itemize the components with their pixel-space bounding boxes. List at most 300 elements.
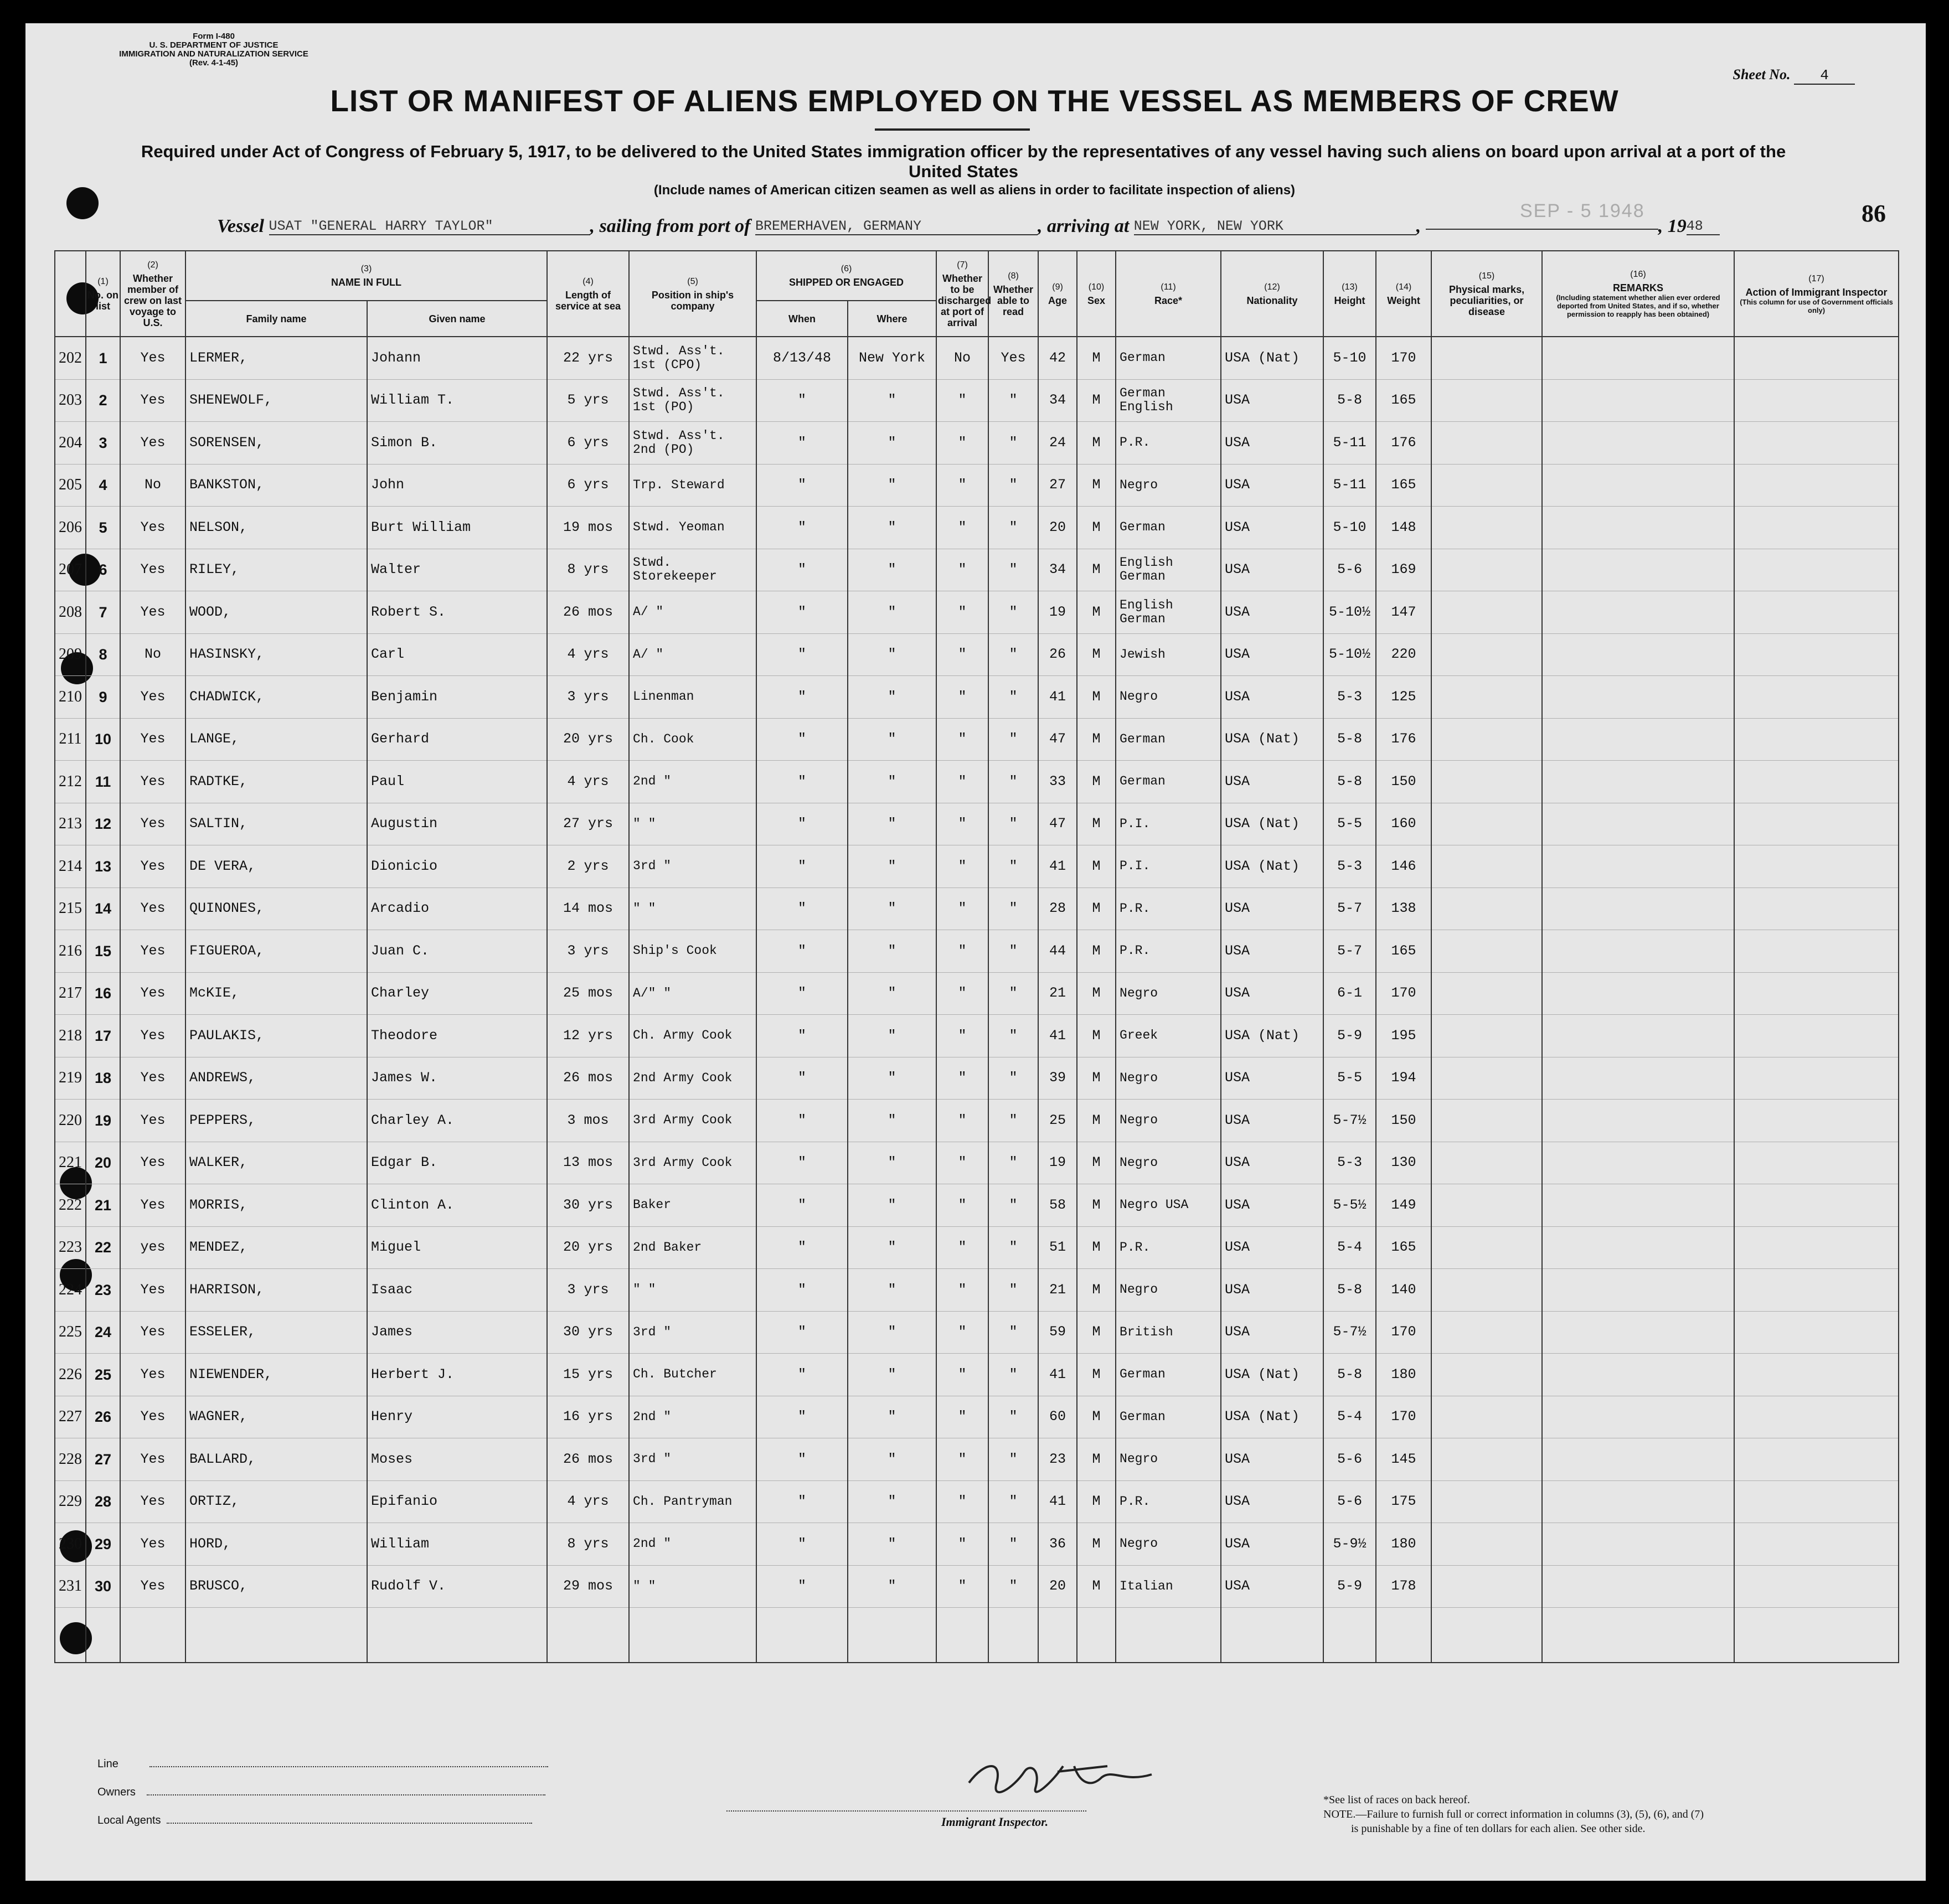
family-name-cell: PEPPERS, [185,1100,367,1142]
able-to-read-cell: " [988,803,1038,845]
list-number-cell: 24 [86,1311,120,1354]
last-voyage-cell: Yes [120,379,185,422]
sex-cell: M [1077,1354,1116,1396]
shipped-where-header: Where [848,301,936,337]
physical-marks-cell [1431,1142,1542,1184]
inspector-action-cell [1734,1523,1899,1566]
nationality-cell: USA [1221,972,1323,1015]
col17-header: (17) Action of Immigrant Inspector (This column for use of Government officials only) [1734,251,1899,337]
position-cell: 3rd " [629,1311,756,1354]
title-rule [875,128,1030,131]
weight-cell: 194 [1376,1057,1431,1100]
line-number-cell: 214 [55,845,86,888]
nationality-cell: USA [1221,422,1323,465]
last-voyage-cell: Yes [120,507,185,549]
line-number-cell: 203 [55,379,86,422]
discharged-cell: " [936,930,988,973]
able-to-read-cell: " [988,1438,1038,1481]
sex-cell: M [1077,1226,1116,1269]
shipped-where-cell: " [848,718,936,761]
nationality-cell: USA (Nat) [1221,337,1323,379]
able-to-read-cell: Yes [988,337,1038,379]
weight-cell: 148 [1376,507,1431,549]
physical-marks-cell [1431,1184,1542,1227]
nationality-cell: USA [1221,1057,1323,1100]
shipped-where-cell: " [848,1396,936,1438]
table-row [55,633,1899,676]
service-length-cell: 3 yrs [547,930,629,973]
given-name-cell: Simon B. [367,422,547,465]
nationality-cell: USA [1221,1523,1323,1566]
year-value: 48 [1687,218,1720,235]
list-number-cell: 11 [86,761,120,803]
service-length-cell: 3 yrs [547,676,629,719]
inspector-action-cell [1734,1438,1899,1481]
blank-cell [367,1608,547,1663]
blank-cell [86,1608,120,1663]
nationality-cell: USA [1221,761,1323,803]
age-cell: 21 [1038,972,1077,1015]
race-cell: German [1116,507,1221,549]
blank-cell [185,1608,367,1663]
remarks-cell [1542,930,1734,973]
blank-cell [1323,1608,1376,1663]
discharged-cell: " [936,1311,988,1354]
nationality-cell: USA [1221,1565,1323,1608]
shipped-where-cell: " [848,1226,936,1269]
height-cell: 5-8 [1323,1354,1376,1396]
shipped-when-cell: " [756,1269,848,1312]
vessel-name: USAT "GENERAL HARRY TAYLOR" [269,218,590,235]
sex-cell: M [1077,337,1116,379]
race-cell: Negro [1116,1523,1221,1566]
age-cell: 59 [1038,1311,1077,1354]
age-cell: 34 [1038,379,1077,422]
nationality-cell: USA [1221,887,1323,930]
line-number-cell: 223 [55,1226,86,1269]
inspector-action-cell [1734,464,1899,507]
height-cell: 5-10½ [1323,591,1376,634]
family-name-cell: WAGNER, [185,1396,367,1438]
family-name-cell: RILEY, [185,549,367,591]
able-to-read-cell: " [988,1057,1038,1100]
position-cell: 3rd Army Cook [629,1142,756,1184]
position-cell: Ship's Cook [629,930,756,973]
height-cell: 5-8 [1323,1269,1376,1312]
position-cell: Ch. Pantryman [629,1480,756,1523]
race-cell: P.I. [1116,803,1221,845]
remarks-cell [1542,549,1734,591]
shipped-when-cell: " [756,1523,848,1566]
table-row [55,1142,1899,1184]
position-cell: 3rd " [629,1438,756,1481]
physical-marks-cell [1431,1523,1542,1566]
able-to-read-cell: " [988,549,1038,591]
nationality-cell: USA [1221,507,1323,549]
height-cell: 5-4 [1323,1226,1376,1269]
inspector-action-cell [1734,1396,1899,1438]
nationality-cell: USA [1221,591,1323,634]
last-voyage-cell: Yes [120,1015,185,1057]
shipped-when-cell: " [756,633,848,676]
height-cell: 5-4 [1323,1396,1376,1438]
inspector-action-cell [1734,633,1899,676]
physical-marks-cell [1431,1057,1542,1100]
nationality-cell: USA (Nat) [1221,803,1323,845]
table-row [55,549,1899,591]
blank-cell [1038,1608,1077,1663]
age-cell: 26 [1038,633,1077,676]
family-name-cell: McKIE, [185,972,367,1015]
position-cell: Ch. Army Cook [629,1015,756,1057]
able-to-read-cell: " [988,379,1038,422]
physical-marks-cell [1431,379,1542,422]
col12-header: (12) Nationality [1221,251,1323,337]
inspector-label: Immigrant Inspector. [941,1815,1049,1829]
race-cell: Greek [1116,1015,1221,1057]
race-cell: Italian [1116,1565,1221,1608]
sex-cell: M [1077,972,1116,1015]
list-number-cell: 12 [86,803,120,845]
page-title: LIST OR MANIFEST OF ALIENS EMPLOYED ON THE VESSEL AS MEMBERS OF CREW [330,84,1619,118]
physical-marks-cell [1431,507,1542,549]
able-to-read-cell: " [988,464,1038,507]
weight-cell: 165 [1376,379,1431,422]
date-blank [1426,229,1658,230]
service-length-cell: 8 yrs [547,549,629,591]
height-cell: 5-8 [1323,379,1376,422]
line-label: Line [97,1758,118,1770]
age-cell: 41 [1038,1480,1077,1523]
line-number-cell: 205 [55,464,86,507]
sex-cell: M [1077,422,1116,465]
family-name-cell: NELSON, [185,507,367,549]
service-length-cell: 22 yrs [547,337,629,379]
weight-cell: 180 [1376,1523,1431,1566]
age-cell: 41 [1038,1015,1077,1057]
shipped-where-cell: New York [848,337,936,379]
able-to-read-cell: " [988,887,1038,930]
list-number-cell: 17 [86,1015,120,1057]
line-number-cell: 219 [55,1057,86,1100]
able-to-read-cell: " [988,633,1038,676]
blank-cell [1077,1608,1116,1663]
physical-marks-cell [1431,1226,1542,1269]
height-cell: 5-3 [1323,1142,1376,1184]
position-cell: Ch. Butcher [629,1354,756,1396]
table-row [55,337,1899,379]
inspector-action-cell [1734,1480,1899,1523]
able-to-read-cell: " [988,422,1038,465]
physical-marks-cell [1431,591,1542,634]
col4-header: (4) Length of service at sea [547,251,629,337]
family-name-cell: WALKER, [185,1142,367,1184]
list-number-cell: 23 [86,1269,120,1312]
last-voyage-cell: Yes [120,1523,185,1566]
height-cell: 5-9 [1323,1015,1376,1057]
line-number-cell: 209 [55,633,86,676]
inspector-action-cell [1734,718,1899,761]
col16-header: (16) REMARKS (Including statement whether alien ever ordered deported from United States, and if so, whether permission to reapply has been obtained) [1542,251,1734,337]
line-number-cell: 227 [55,1396,86,1438]
discharged-cell: " [936,1354,988,1396]
footer-agents [97,1814,532,1827]
race-cell: English German [1116,549,1221,591]
remarks-cell [1542,1438,1734,1481]
list-number-cell: 2 [86,379,120,422]
able-to-read-cell: " [988,1184,1038,1227]
last-voyage-cell: No [120,633,185,676]
last-voyage-cell: Yes [120,1438,185,1481]
blank-cell [629,1608,756,1663]
shipped-where-cell: " [848,1523,936,1566]
shipped-when-cell: " [756,1184,848,1227]
nationality-cell: USA [1221,464,1323,507]
inspector-action-cell [1734,1057,1899,1100]
height-cell: 5-11 [1323,464,1376,507]
list-number-cell: 3 [86,422,120,465]
line-number-cell: 221 [55,1142,86,1184]
given-name-cell: Miguel [367,1226,547,1269]
race-cell: Negro [1116,676,1221,719]
line-number-cell: 208 [55,591,86,634]
table-row [55,1269,1899,1312]
weight-cell: 180 [1376,1354,1431,1396]
last-voyage-cell: Yes [120,1311,185,1354]
sex-cell: M [1077,1142,1116,1184]
inspector-action-cell [1734,379,1899,422]
weight-cell: 165 [1376,464,1431,507]
sex-cell: M [1077,718,1116,761]
family-name-cell: ANDREWS, [185,1057,367,1100]
age-cell: 20 [1038,507,1077,549]
sex-cell: M [1077,549,1116,591]
height-cell: 5-10 [1323,337,1376,379]
height-cell: 5-6 [1323,1438,1376,1481]
discharged-cell: " [936,676,988,719]
inspector-line [726,1810,1086,1812]
last-voyage-cell: Yes [120,676,185,719]
footnote-penalty-cont: is punishable by a fine of ten dollars for each alien. See other side. [1351,1823,1646,1835]
last-voyage-cell: Yes [120,972,185,1015]
weight-cell: 160 [1376,803,1431,845]
discharged-cell: " [936,1184,988,1227]
table-row [55,845,1899,888]
page-subtitle: Required under Act of Congress of February 5, 1917, to be delivered to the United States immigration officer by the representatives of any vessel having such aliens on board upon arrival at a port of the United States [141,142,1786,181]
physical-marks-cell [1431,1311,1542,1354]
page-number: 86 [1862,200,1886,227]
family-name-cell: QUINONES, [185,887,367,930]
table-row [55,718,1899,761]
family-name-cell: SHENEWOLF, [185,379,367,422]
weight-cell: 147 [1376,591,1431,634]
service-name: IMMIGRATION AND NATURALIZATION SERVICE [119,49,308,59]
vessel-label: Vessel [217,216,264,236]
shipped-where-cell: " [848,1100,936,1142]
last-voyage-cell: Yes [120,1184,185,1227]
departure-port: BREMERHAVEN, GERMANY [755,218,1038,235]
able-to-read-cell: " [988,1396,1038,1438]
able-to-read-cell: " [988,1354,1038,1396]
age-cell: 21 [1038,1269,1077,1312]
able-to-read-cell: " [988,1100,1038,1142]
inspector-action-cell [1734,761,1899,803]
discharged-cell: " [936,549,988,591]
age-cell: 41 [1038,845,1077,888]
weight-cell: 170 [1376,972,1431,1015]
line-number-cell: 210 [55,676,86,719]
able-to-read-cell: " [988,1523,1038,1566]
nationality-cell: USA (Nat) [1221,1396,1323,1438]
last-voyage-cell: Yes [120,549,185,591]
remarks-cell [1542,1523,1734,1566]
height-cell: 5-3 [1323,676,1376,719]
position-cell: 2nd " [629,761,756,803]
sex-cell: M [1077,803,1116,845]
age-cell: 58 [1038,1184,1077,1227]
position-cell: Trp. Steward [629,464,756,507]
service-length-cell: 4 yrs [547,633,629,676]
shipped-when-cell: " [756,1396,848,1438]
shipped-where-cell: " [848,464,936,507]
col7-header: (7) Whether to be discharged at port of arrival [936,251,988,337]
sex-cell: M [1077,633,1116,676]
able-to-read-cell: " [988,930,1038,973]
physical-marks-cell [1431,718,1542,761]
blank-cell [1734,1608,1899,1663]
shipped-when-cell: " [756,1057,848,1100]
inspector-action-cell [1734,930,1899,973]
table-row [55,972,1899,1015]
service-length-cell: 16 yrs [547,1396,629,1438]
given-name-cell: Charley [367,972,547,1015]
agents-label: Local Agents [97,1814,161,1826]
service-length-cell: 20 yrs [547,1226,629,1269]
remarks-cell [1542,1396,1734,1438]
service-length-cell: 20 yrs [547,718,629,761]
inspector-action-cell [1734,1184,1899,1227]
service-length-cell: 30 yrs [547,1311,629,1354]
inspector-action-cell [1734,1015,1899,1057]
race-cell: Negro USA [1116,1184,1221,1227]
table-row [55,761,1899,803]
race-cell: P.R. [1116,887,1221,930]
sex-cell: M [1077,1015,1116,1057]
shipped-where-cell: " [848,1269,936,1312]
discharged-cell: " [936,1480,988,1523]
inspector-action-cell [1734,887,1899,930]
remarks-cell [1542,761,1734,803]
physical-marks-cell [1431,930,1542,973]
col2-header: (2) Whether member of crew on last voyage to U.S. [120,251,185,337]
discharged-cell: " [936,887,988,930]
remarks-cell [1542,337,1734,379]
date-stamp: SEP - 5 1948 [1520,200,1645,221]
family-name-cell: SORENSEN, [185,422,367,465]
blank-cell [120,1608,185,1663]
table-row [55,930,1899,973]
shipped-when-cell: " [756,1565,848,1608]
position-cell: Stwd. Yeoman [629,507,756,549]
given-name-cell: Walter [367,549,547,591]
last-voyage-cell: Yes [120,761,185,803]
given-name-cell: Theodore [367,1015,547,1057]
physical-marks-cell [1431,1269,1542,1312]
remarks-cell [1542,718,1734,761]
sex-cell: M [1077,1565,1116,1608]
table-row [55,1226,1899,1269]
arrival-port: NEW YORK, NEW YORK [1134,218,1416,235]
race-cell: P.R. [1116,1480,1221,1523]
remarks-cell [1542,1226,1734,1269]
remarks-cell [1542,1480,1734,1523]
col11-header: (11) Race* [1116,251,1221,337]
list-number-cell: 22 [86,1226,120,1269]
line-number-cell: 231 [55,1565,86,1608]
blank-cell [55,1608,86,1663]
physical-marks-cell [1431,1396,1542,1438]
weight-cell: 170 [1376,1311,1431,1354]
line-number-cell: 207 [55,549,86,591]
inspector-action-cell [1734,1565,1899,1608]
table-row [55,1184,1899,1227]
nationality-cell: USA [1221,549,1323,591]
form-number: Form I-480 [193,32,235,41]
position-cell: 3rd Army Cook [629,1100,756,1142]
height-cell: 5-10 [1323,507,1376,549]
sex-cell: M [1077,507,1116,549]
family-name-cell: HARRISON, [185,1269,367,1312]
shipped-when-cell: " [756,887,848,930]
discharged-cell: " [936,1523,988,1566]
sex-cell: M [1077,1057,1116,1100]
height-cell: 5-7 [1323,930,1376,973]
weight-cell: 125 [1376,676,1431,719]
nationality-cell: USA [1221,633,1323,676]
physical-marks-cell [1431,1015,1542,1057]
sex-cell: M [1077,1184,1116,1227]
table-row [55,1480,1899,1523]
service-length-cell: 15 yrs [547,1354,629,1396]
line-number-cell: 222 [55,1184,86,1227]
list-number-cell: 18 [86,1057,120,1100]
weight-cell: 150 [1376,761,1431,803]
col15-header: (15) Physical marks, peculiarities, or disease [1431,251,1542,337]
physical-marks-cell [1431,1354,1542,1396]
table-row [55,676,1899,719]
list-number-cell: 16 [86,972,120,1015]
given-name-cell: Epifanio [367,1480,547,1523]
discharged-cell: " [936,1057,988,1100]
race-cell: Negro [1116,1100,1221,1142]
discharged-cell: " [936,507,988,549]
given-name-cell: Herbert J. [367,1354,547,1396]
shipped-where-cell: " [848,507,936,549]
form-revision: (Rev. 4-1-45) [189,58,239,68]
shipped-when-cell: " [756,1100,848,1142]
last-voyage-cell: Yes [120,1057,185,1100]
shipped-when-cell: " [756,972,848,1015]
shipped-where-cell: " [848,1354,936,1396]
height-cell: 6-1 [1323,972,1376,1015]
position-cell: Ch. Cook [629,718,756,761]
discharged-cell: " [936,591,988,634]
inspector-action-cell [1734,591,1899,634]
last-voyage-cell: No [120,464,185,507]
age-cell: 44 [1038,930,1077,973]
physical-marks-cell [1431,549,1542,591]
discharged-cell: " [936,1015,988,1057]
